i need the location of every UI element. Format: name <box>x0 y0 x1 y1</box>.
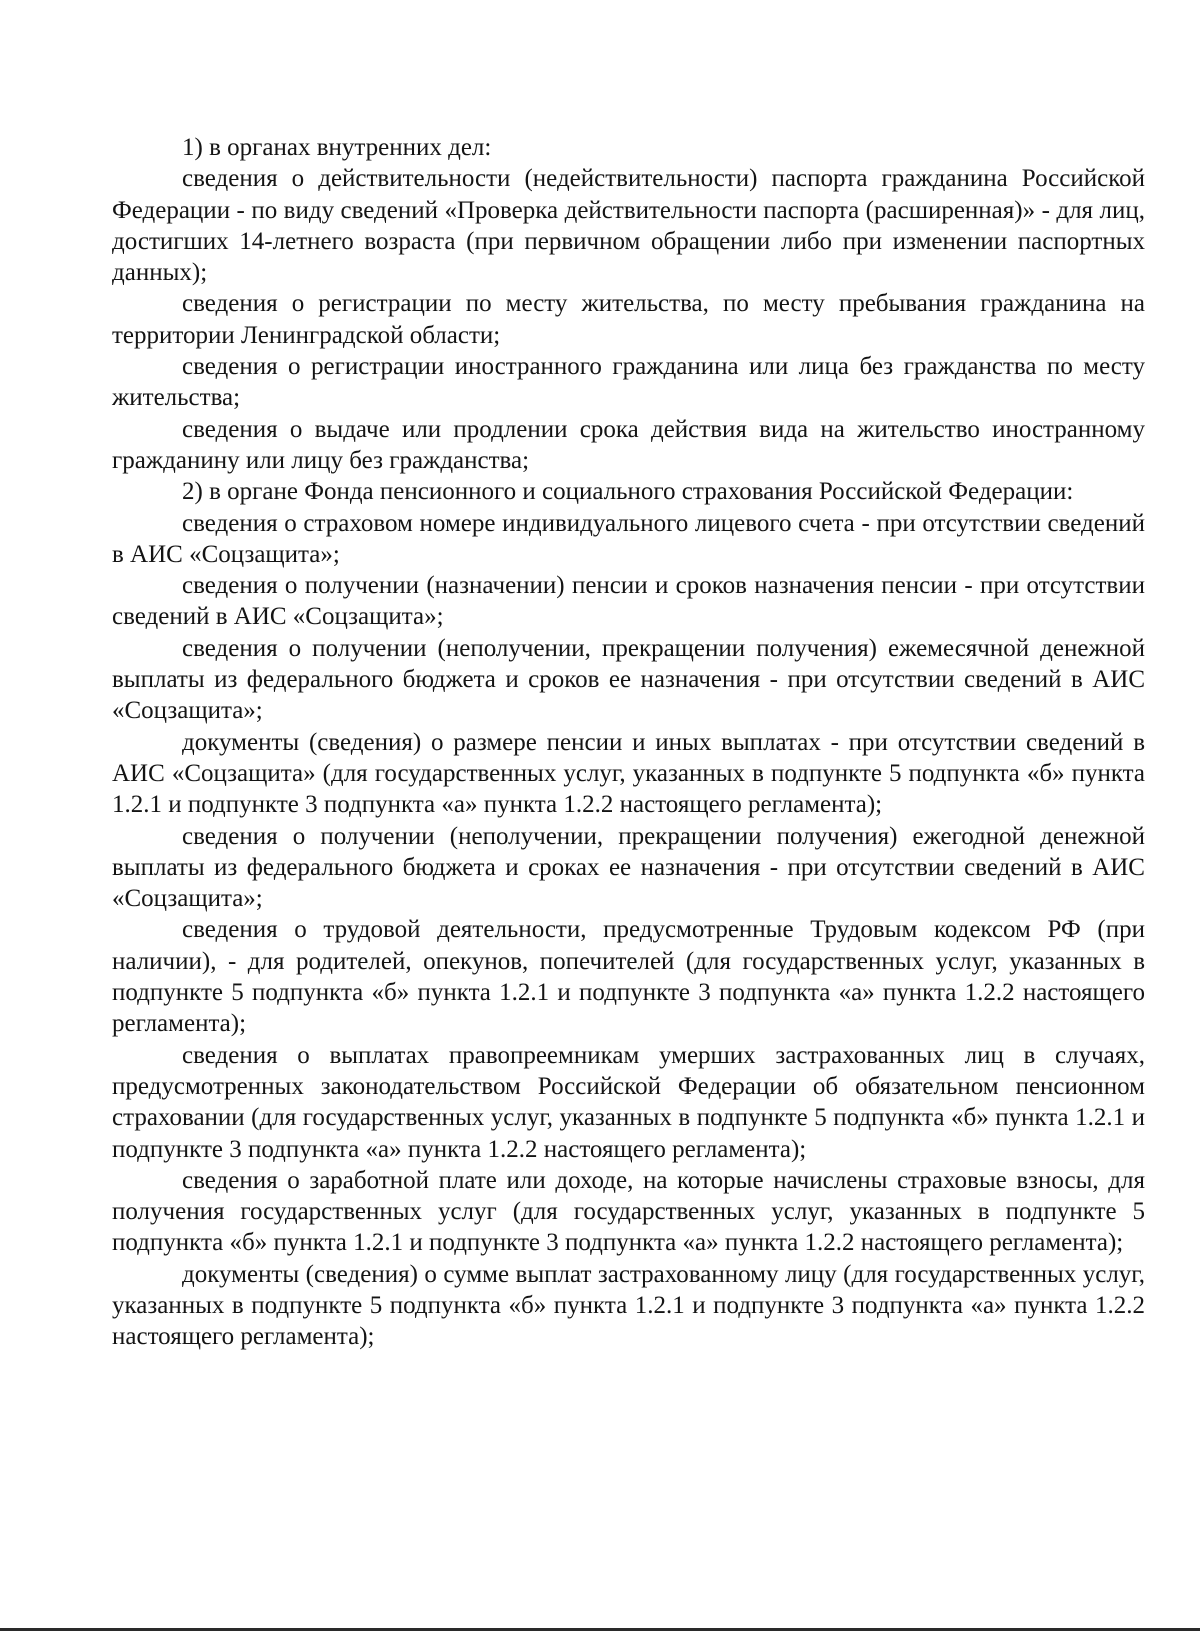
document-page <box>112 132 1145 1353</box>
paragraph-foreigner-registration: сведения о регистрации иностранного гражданина или лица без гражданства по месту жительства; <box>112 353 1145 412</box>
paragraph-labor-activity: сведения о трудовой деятельности, предусмотренные Трудовым кодексом РФ (при наличии), - для родителей, опекунов, попечителей (для государственных услуг, указанных в подпункте 5 подпункта «б» пункта 1.2.1 и подпункте 3 подпункта «а» пункта 1.2.2 настоящего регламента); <box>112 916 1145 1038</box>
paragraph-internal-affairs-heading: 1) в органах внутренних дел: <box>182 134 492 161</box>
paragraph-annual-payment: сведения о получении (неполучении, прекращении получения) ежегодной денежной выплаты из федерального бюджета и сроках ее назначения - при отсутствии сведений в АИС «Соцзащита»; <box>112 822 1145 913</box>
paragraph-pension-fund-heading: 2) в органе Фонда пенсионного и социального страхования Российской Федерации: <box>182 478 1074 506</box>
paragraph-pension-amount: документы (сведения) о размере пенсии и иных выплатах - при отсутствии сведений в АИС «Соцзащита» (для государственных услуг, указанных в подпункте 5 подпункта «б» пункта 1.2.1 и подпункте 3 подпункта «а» пункта 1.2.2 настоящего регламента); <box>112 728 1145 819</box>
paragraph-insurance-number: сведения о страховом номере индивидуального лицевого счета - при отсутствии сведений в АИС «Соцзащита»; <box>112 509 1145 568</box>
paragraph-salary-income: сведения о заработной плате или доходе, на которые начислены страховые взносы, для получения государственных услуг (для государственных услуг, указанных в подпункте 5 подпункта «б» пункта 1.2.1 и подпункте 3 подпункта «а» пункта 1.2.2 настоящего регламента); <box>112 1166 1145 1257</box>
paragraph-insured-payments: документы (сведения) о сумме выплат застрахованному лицу (для государственных услуг, указанных в подпункте 5 подпункта «б» пункта 1.2.1 и подпункте 3 подпункта «а» пункта 1.2.2 настоящего регламента); <box>112 1260 1145 1351</box>
paragraph-successor-payments: сведения о выплатах правопреемникам умерших застрахованных лиц в случаях, предусмотренных законодательством Российской Федерации об обязательном пенсионном страховании (для государственных услуг, указанных в подпункте 5 подпункта «б» пункта 1.2.1 и подпункте 3 подпункта «а» пункта 1.2.2 настоящего регламента); <box>112 1041 1145 1163</box>
paragraph-monthly-payment: сведения о получении (неполучении, прекращении получения) ежемесячной денежной выплаты из федерального бюджета и сроков ее назначения - при отсутствии сведений в АИС «Соцзащита»; <box>112 634 1145 725</box>
paragraph-residence-permit: сведения о выдаче или продлении срока действия вида на жительство иностранному гражданину или лицу без гражданства; <box>112 415 1145 474</box>
paragraph-registration-residence: сведения о регистрации по месту жительства, по месту пребывания гражданина на территории Ленинградской области; <box>112 290 1145 349</box>
paragraph-pension-assignment: сведения о получении (назначении) пенсии и сроков назначения пенсии - при отсутствии сведений в АИС «Соцзащита»; <box>112 572 1145 631</box>
paragraph-passport-validity: сведения о действительности (недействительности) паспорта гражданина Российской Федерации - по виду сведений «Проверка действительности паспорта (расширенная)» - для лиц, достигших 14-летнего возраста (при первичном обращении либо при изменении паспортных данных); <box>112 165 1145 287</box>
